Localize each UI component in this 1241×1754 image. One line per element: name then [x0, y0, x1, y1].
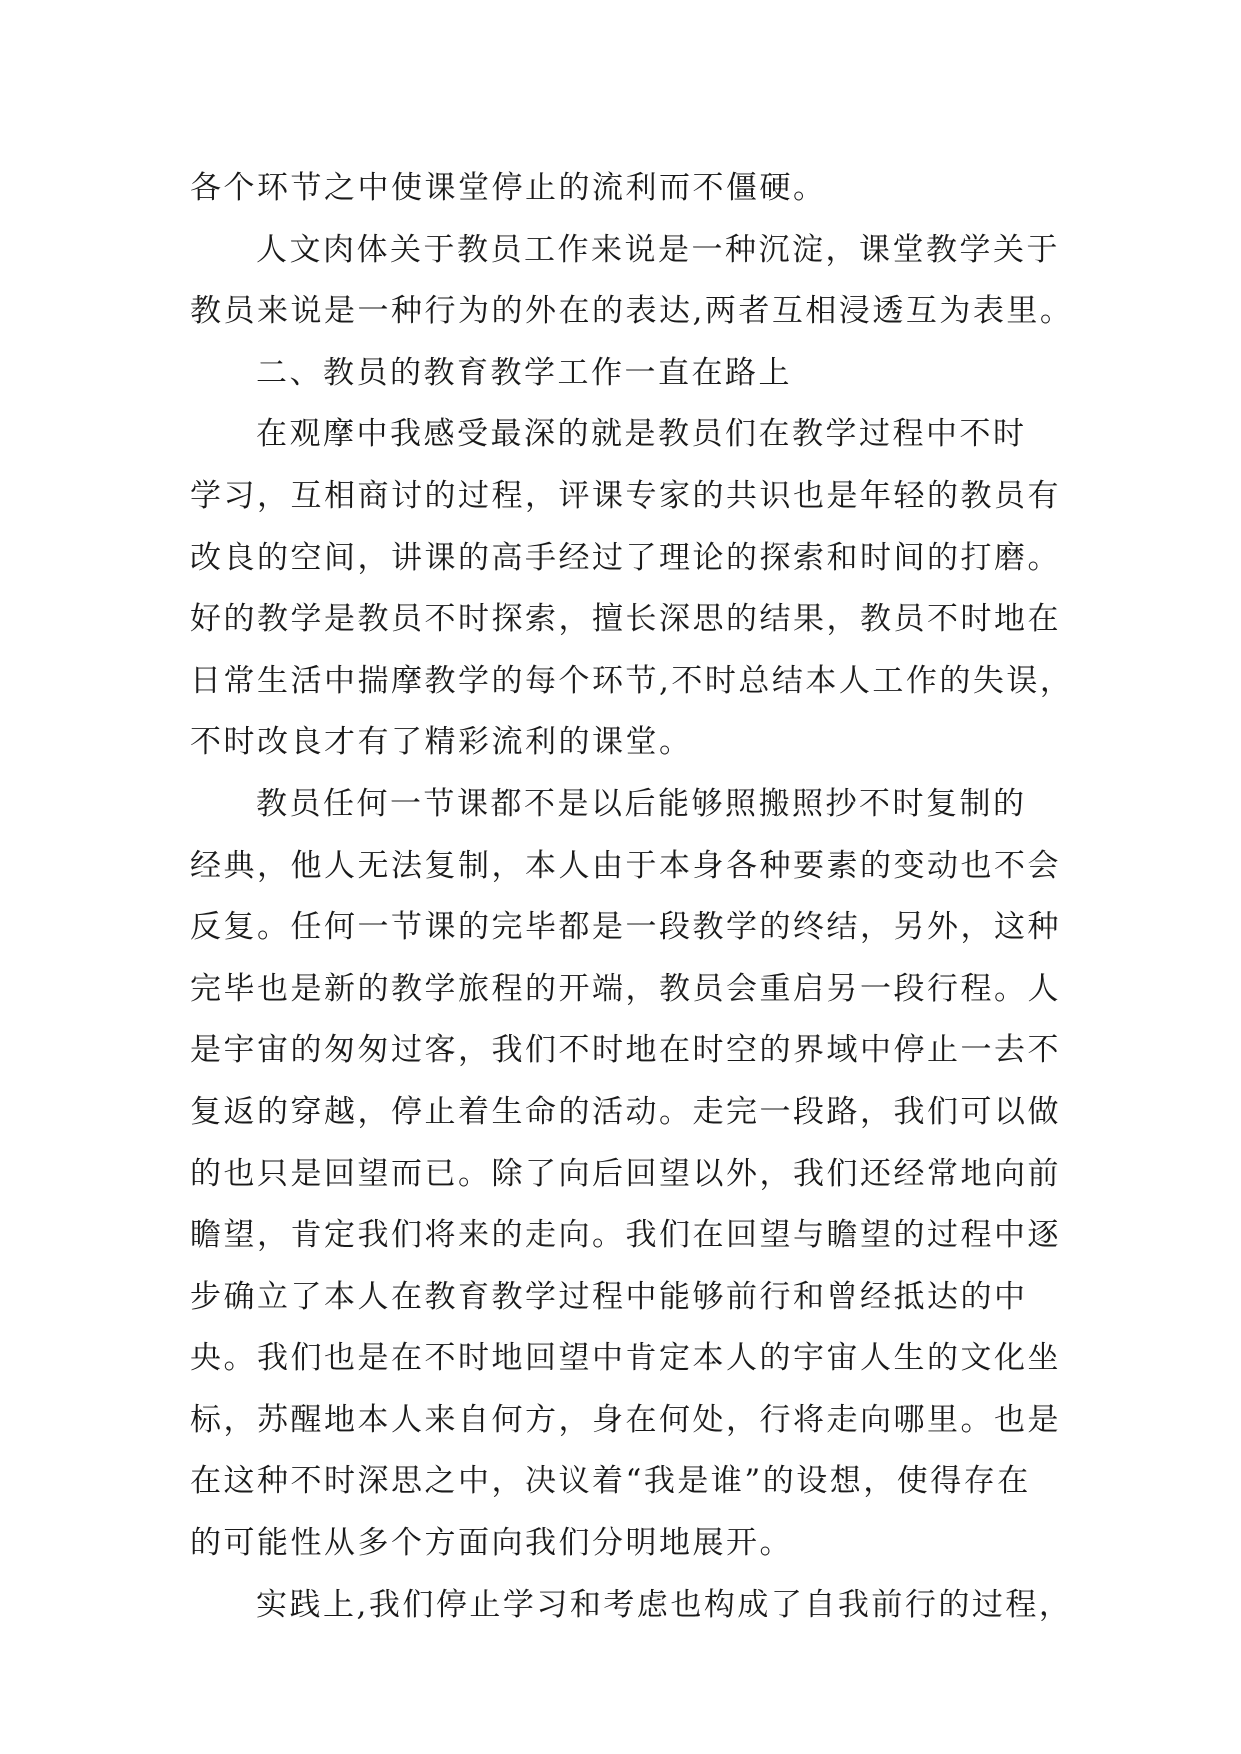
text-line: 教员任何一节课都不是以后能够照搬照抄不时复制的 — [256, 785, 1027, 822]
text-line: 标，苏醒地本人来自何方，身在何处，行将走向哪里。也是 — [190, 1401, 1061, 1438]
text-line: 改良的空间，讲课的高手经过了理论的探索和时间的打磨。 — [190, 539, 1061, 576]
text-line: 经典，他人无法复制，本人由于本身各种要素的变动也不会 — [190, 847, 1061, 884]
text-line: 步确立了本人在教育教学过程中能够前行和曾经抵达的中 — [190, 1278, 1028, 1315]
text-line: 复返的穿越，停止着生命的活动。走完一段路，我们可以做 — [190, 1093, 1061, 1130]
text-line: 各个环节之中使课堂停止的流利而不僵硬。 — [190, 170, 827, 206]
text-line: 完毕也是新的教学旅程的开端，教员会重启另一段行程。人 — [190, 970, 1061, 1007]
text-line: 教员来说是一种行为的外在的表达,两者互相浸透互为表里。 — [190, 293, 1074, 330]
body-text — [190, 158, 1090, 1636]
text-line: 好的教学是教员不时探索，擅长深思的结果，教员不时地在 — [190, 601, 1061, 638]
text-line: 的可能性从多个方面向我们分明地展开。 — [190, 1525, 793, 1562]
text-line: 反复。任何一节课的完毕都是一段教学的终结，另外，这种 — [190, 909, 1061, 946]
text-line: 是宇宙的匆匆过客，我们不时地在时空的界域中停止一去不 — [190, 1032, 1061, 1069]
text-line: 的也只是回望而已。除了向后回望以外，我们还经常地向前 — [190, 1155, 1061, 1192]
text-line: 人文肉体关于教员工作来说是一种沉淀，课堂教学关于 — [256, 231, 1060, 268]
text-line: 不时改良才有了精彩流利的课堂。 — [190, 724, 693, 761]
text-line: 学习，互相商讨的过程，评课专家的共识也是年轻的教员有 — [190, 477, 1061, 514]
text-line: 央。我们也是在不时地回望中肯定本人的宇宙人生的文化坐 — [190, 1340, 1061, 1377]
text-line: 在观摩中我感受最深的就是教员们在教学过程中不时 — [256, 416, 1027, 453]
text-line: 瞻望，肯定我们将来的走向。我们在回望与瞻望的过程中逐 — [190, 1217, 1061, 1254]
text-line: 二、教员的教育教学工作一直在路上 — [256, 354, 792, 391]
text-line: 在这种不时深思之中，决议着“我是谁”的设想，使得存在 — [190, 1463, 1031, 1500]
text-line: 实践上,我们停止学习和考虑也构成了自我前行的过程， — [256, 1586, 1073, 1623]
text-line: 日常生活中揣摩教学的每个环节,不时总结本人工作的失误， — [190, 662, 1074, 699]
